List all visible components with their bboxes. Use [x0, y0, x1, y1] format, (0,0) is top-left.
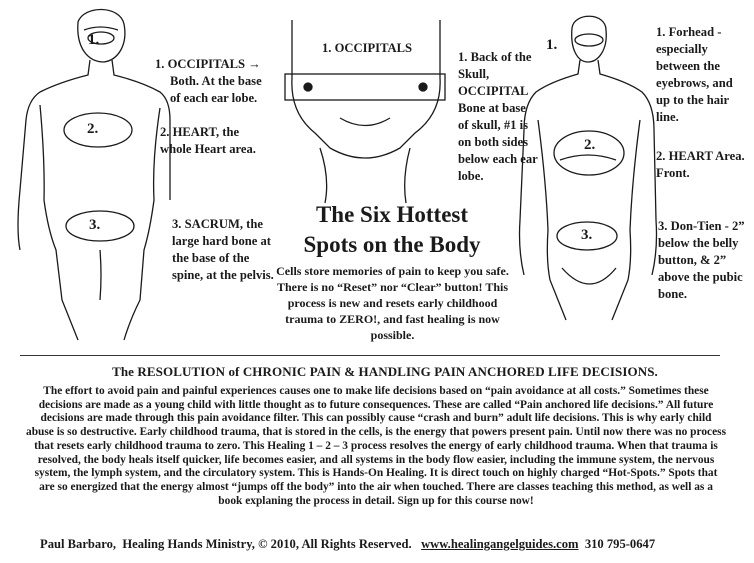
back-of-skull-text: 1. Back of the Skull, OCCIPITAL Bone at base of skull, #1 is on both sides below each ear lobe. — [458, 50, 538, 183]
title-line-1: The Six Hottest — [315, 202, 469, 227]
right-heart-text: 2. HEART Area. Front. — [656, 149, 745, 180]
right-marker-1: 1. — [546, 37, 558, 53]
right-forehead-marker — [575, 34, 603, 46]
right-forehead-text: 1. Forhead - especially between the eyebrows, and up to the hair line. — [656, 25, 733, 124]
left-occipitals-desc: Both. At the base of each ear lobe. — [170, 74, 262, 105]
footer-credit: Healing Hands Ministry, © 2010, All Rights Reserved. — [122, 537, 412, 551]
left-body-outline — [18, 9, 170, 340]
right-marker-3: 3. — [581, 227, 593, 243]
skull-occipitals-heading: 1. OCCIPITALS — [322, 41, 413, 55]
left-marker-3: 3. — [89, 217, 101, 233]
title-subtitle: Cells store memories of pain to keep you safe. There is no “Reset” nor “Clear” button! This process is new and resets early childhood trauma to ZERO!, and fast healing is now possible. — [276, 264, 509, 342]
footer — [40, 537, 655, 552]
left-marker-1: 1. — [88, 32, 100, 48]
left-sacrum-label: 3. SACRUM, the large hard bone at the base of the spine, at the pelvis. — [172, 217, 274, 282]
right-marker-2: 2. — [584, 137, 596, 153]
footer-phone: 310 795-0647 — [584, 537, 656, 551]
left-occipitals-label: 1. OCCIPITALS → — [155, 57, 261, 71]
occipital-left-dot — [304, 83, 312, 91]
occipital-right-dot — [419, 83, 427, 91]
footer-author: Paul Barbaro, — [40, 537, 117, 551]
right-body-figure — [510, 0, 660, 350]
right-dontien-text: 3. Don-Tien - 2” below the belly button, & 2” above the pubic bone. — [658, 219, 745, 301]
resolution-heading: The RESOLUTION of CHRONIC PAIN & HANDLING PAIN ANCHORED LIFE DECISIONS. — [112, 364, 658, 379]
resolution-paragraph: The effort to avoid pain and painful experiences causes one to make life decisions based on “pain avoidance at all costs.” Sometimes these decisions are made as a young child with little thought as to future consequences. These are called “Pain anchored life decisions.” All future decisions are made through this pain avoidance filter. This can possibly cause “crash and burn” adult life decisions. This is why early child abuse is so destructive. Early childhood trauma, that is stored in the cells, is the energy that powers present pain. Until now there was no process that resets early childhood trauma to zero. This Healing 1 – 2 – 3 process resolves the energy of early childhood trauma. When that trauma is resolved, the body heals itself quicker, life becomes easier, and all systems in the body flow easier, including the immune system, the nervous system, the lymph system, and the circulatory system. This is Hands-On Healing. It is direct touch on highly charged “Hot-Spots.” Spots that are so energized that the energy almost “jumps off the body” into the air when touched. There are classes teaching this method, as well as a book explaning the process in detail. Sign up for this course now! — [26, 385, 727, 507]
left-body-figure — [0, 0, 170, 350]
left-marker-2: 2. — [87, 121, 99, 137]
section-divider — [20, 355, 720, 356]
title-line-2: Spots on the Body — [303, 232, 481, 257]
left-heart-label: 2. HEART, the whole Heart area. — [160, 125, 256, 156]
right-body-outline — [520, 16, 657, 320]
footer-website-link[interactable]: www.healingangelguides.com — [421, 537, 579, 551]
